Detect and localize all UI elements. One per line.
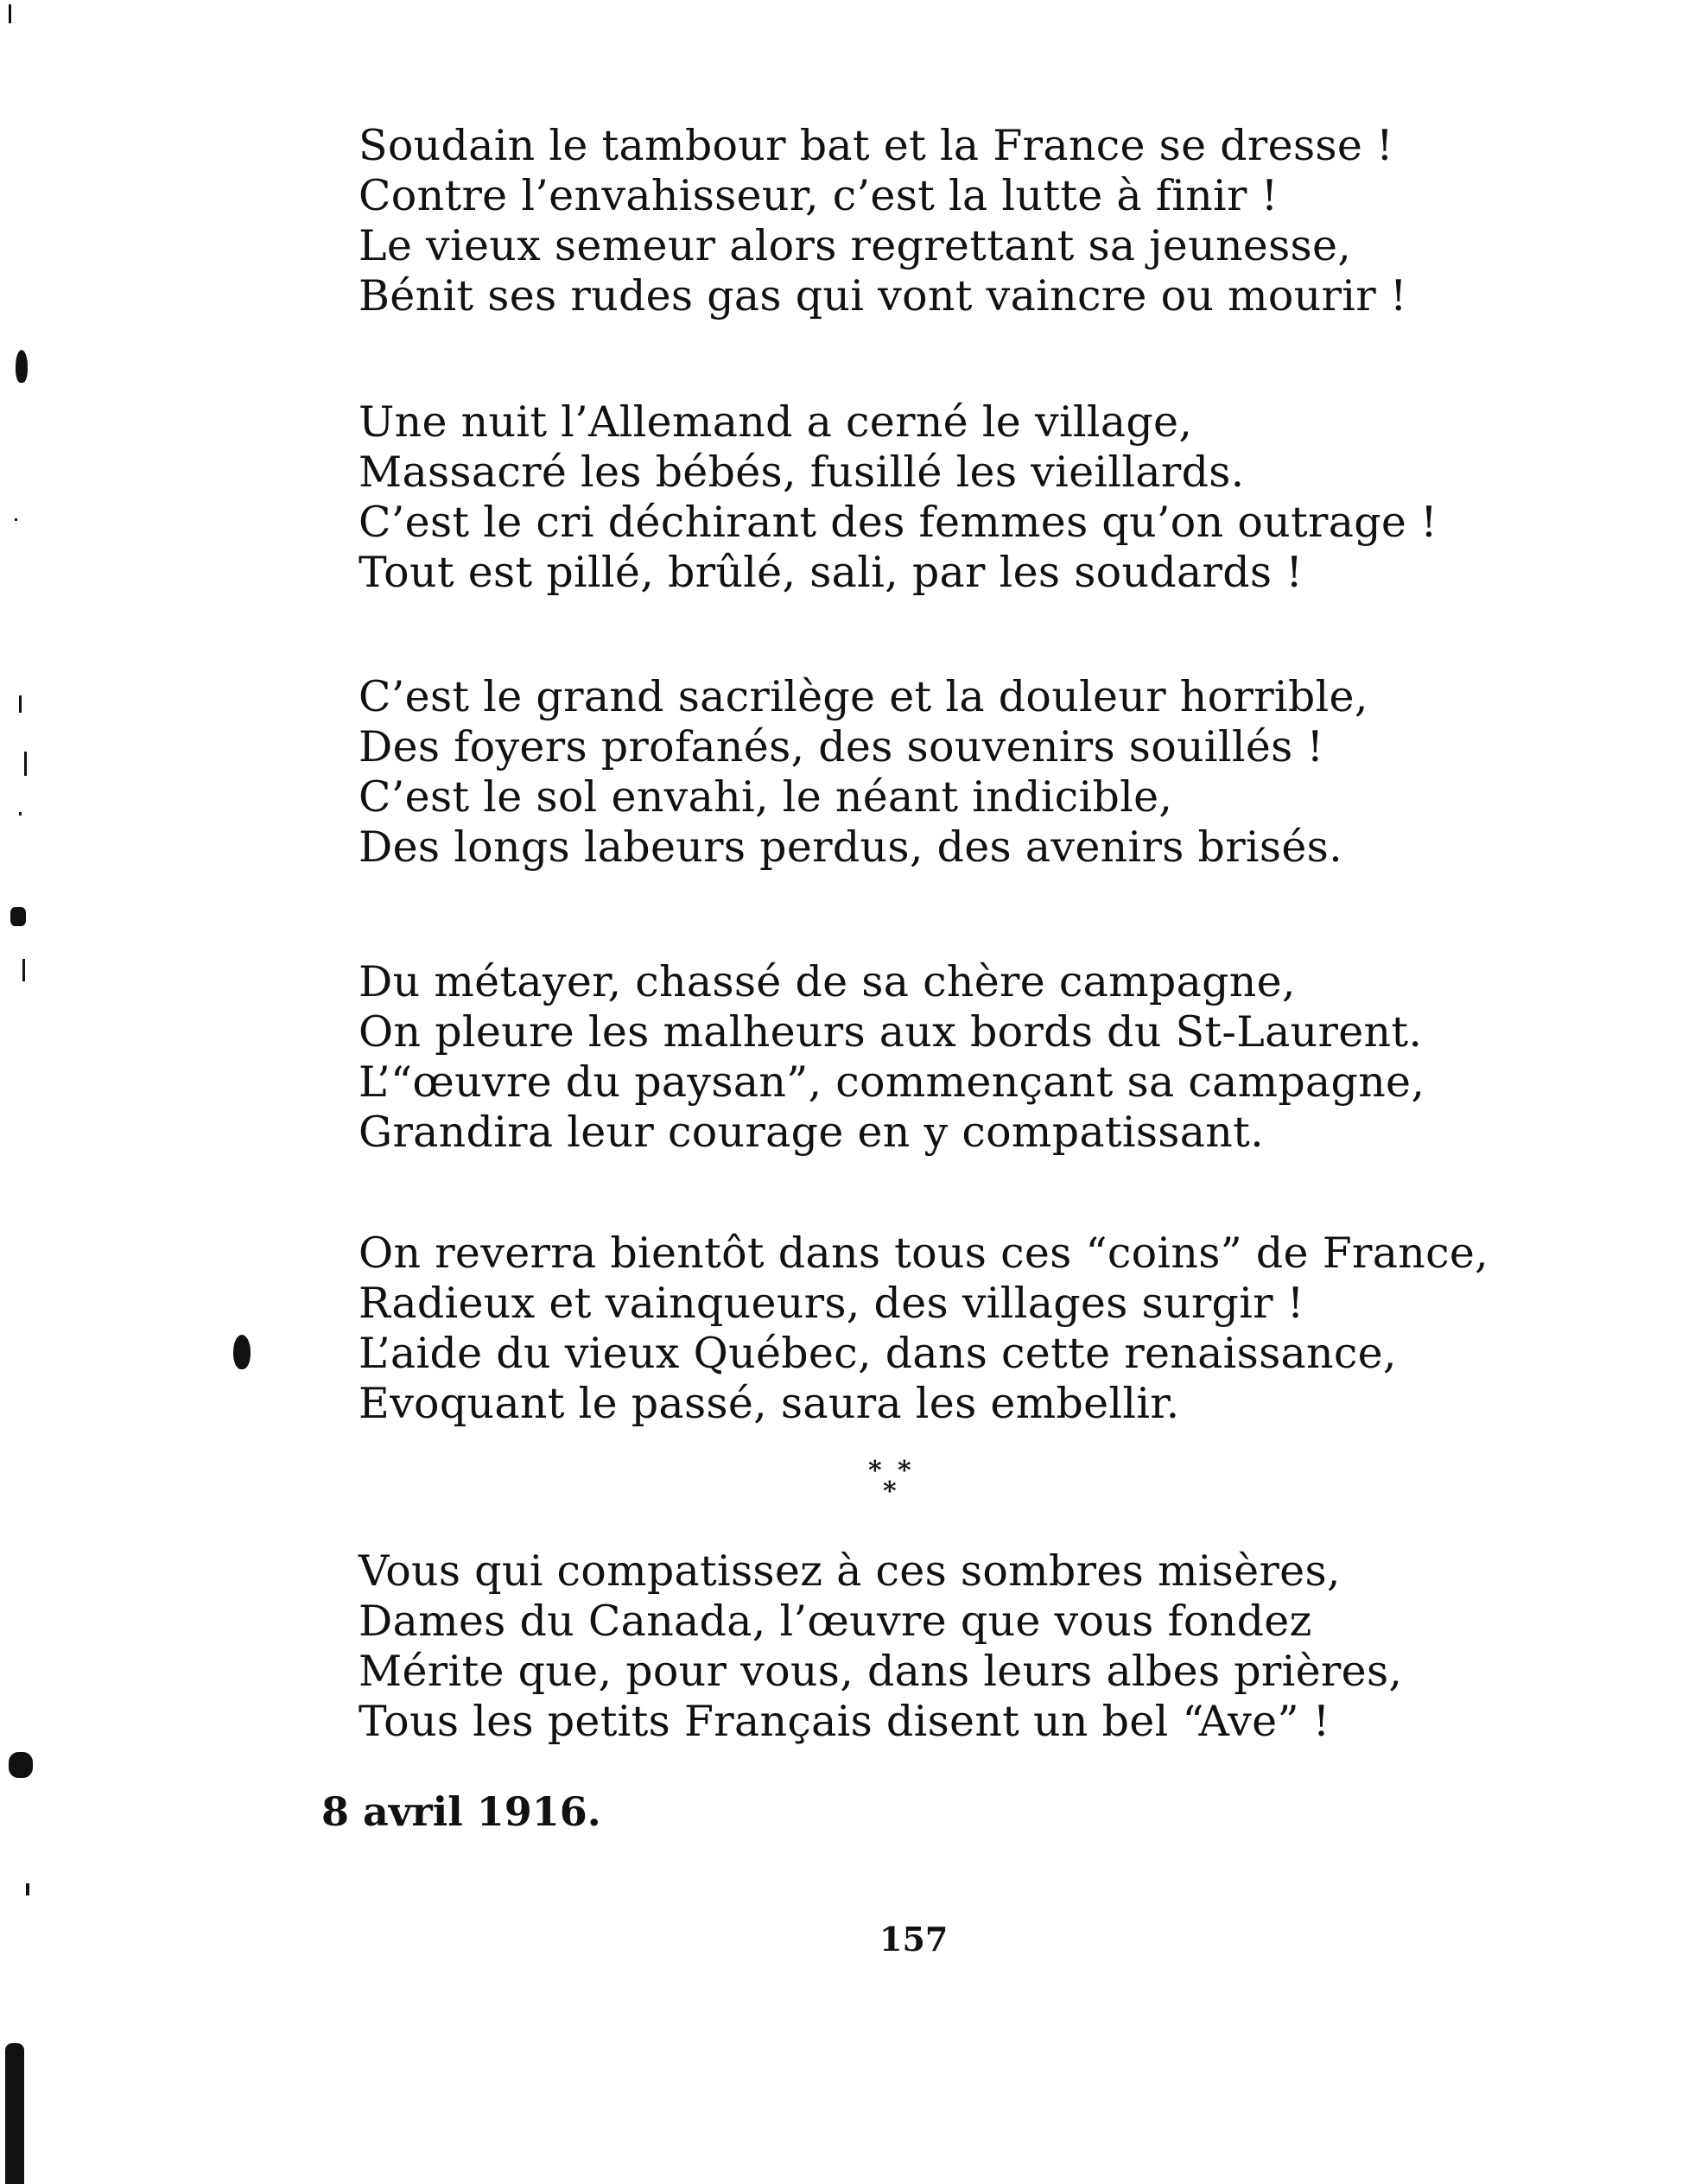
stanza <box>359 397 1438 598</box>
scan-artifact <box>22 959 25 981</box>
verse-line: Bénit ses rudes gas qui vont vaincre ou mourir ! <box>359 271 1407 321</box>
verse-line: Des foyers profanés, des souvenirs souillés ! <box>359 722 1324 771</box>
verse-line: Des longs labeurs perdus, des avenirs brisés. <box>359 822 1342 872</box>
verse-line: Evoquant le passé, saura les embellir. <box>359 1379 1180 1428</box>
scan-artifact <box>9 1752 33 1778</box>
asterisk-icon: * <box>868 1456 882 1486</box>
verse-line: C’est le sol envahi, le néant indicible, <box>359 772 1173 822</box>
scan-artifact <box>9 4 11 23</box>
scan-artifact <box>16 350 28 383</box>
verse-line: Radieux et vainqueurs, des villages surgir ! <box>359 1279 1304 1328</box>
asterisk-icon: * <box>883 1476 897 1507</box>
scan-artifact <box>10 907 26 926</box>
ink-blot <box>233 1335 251 1369</box>
stanza <box>359 957 1425 1158</box>
verse-line: Vous qui compatissez à ces sombres misères, <box>359 1546 1341 1596</box>
scan-artifact <box>15 518 17 521</box>
stanza <box>359 1228 1488 1429</box>
asterism-separator <box>868 1458 920 1510</box>
poem-date: 8 avril 1916. <box>321 1788 601 1835</box>
binding-edge <box>5 2043 24 2184</box>
scan-artifact <box>24 752 27 776</box>
verse-line: Une nuit l’Allemand a cerné le village, <box>359 397 1193 447</box>
verse-line: Contre l’envahisseur, c’est la lutte à finir ! <box>359 171 1279 220</box>
verse-line: Du métayer, chassé de sa chère campagne, <box>359 957 1296 1006</box>
page-number: 157 <box>879 1920 949 1959</box>
verse-line: Massacré les bébés, fusillé les vieillards. <box>359 448 1245 497</box>
verse-line: Mérite que, pour vous, dans leurs albes prières, <box>359 1647 1403 1696</box>
verse-line: L’“œuvre du paysan”, commençant sa campagne, <box>359 1057 1425 1107</box>
verse-line: L’aide du vieux Québec, dans cette renaissance, <box>359 1329 1397 1378</box>
verse-line: C’est le cri déchirant des femmes qu’on outrage ! <box>359 498 1438 547</box>
scan-artifact <box>19 812 22 816</box>
verse-line: Tout est pillé, brûlé, sali, par les soudards ! <box>359 548 1304 597</box>
verse-line: Grandira leur courage en y compatissant. <box>359 1108 1264 1157</box>
verse-line: Dames du Canada, l’œuvre que vous fondez <box>359 1597 1312 1646</box>
verse-line: On reverra bientôt dans tous ces “coins” de France, <box>359 1228 1489 1278</box>
verse-line: Soudain le tambour bat et la France se dresse ! <box>359 121 1393 170</box>
verse-line: Tous les petits Français disent un bel “Ave” ! <box>359 1697 1330 1746</box>
stanza <box>359 1546 1402 1747</box>
verse-line: Le vieux semeur alors regrettant sa jeunesse, <box>359 221 1352 270</box>
scan-artifact <box>26 1883 29 1895</box>
verse-line: C’est le grand sacrilège et la douleur horrible, <box>359 672 1368 721</box>
asterisk-icon: * <box>898 1456 911 1486</box>
scan-artifact <box>19 695 22 713</box>
verse-line: On pleure les malheurs aux bords du St-Laurent. <box>359 1007 1423 1057</box>
stanza <box>359 121 1407 321</box>
stanza <box>359 672 1368 873</box>
